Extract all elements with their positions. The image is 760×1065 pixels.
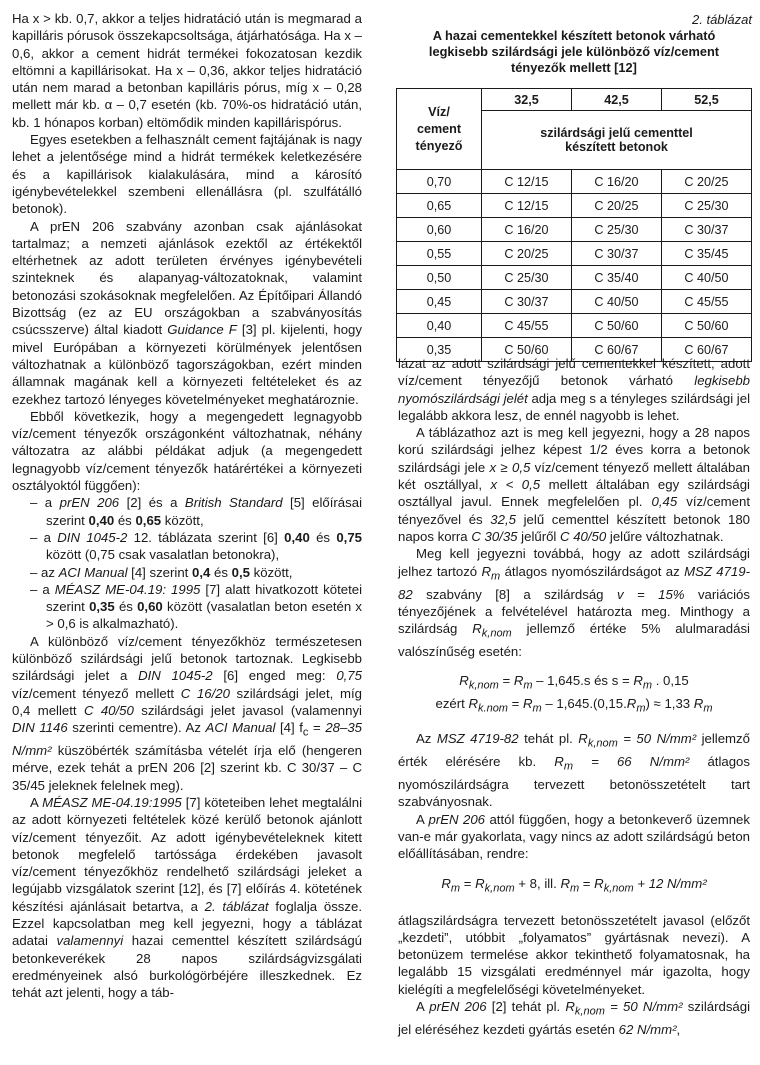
table-row: 0,45 C 30/37 C 40/50 C 45/55 (397, 290, 752, 314)
paragraph-pren206-example: A prEN 206 [2] tehát pl. $R_{k,nom} = 50$ N/mm² szilárdsági jel eléréséhez kezdeti gyártás esetén 62 N/mm², (398, 998, 751, 1037)
table-header-row (397, 89, 752, 111)
guidance-f-ref: Guidance F (167, 322, 237, 338)
cement-class-header: 32,5 (482, 89, 572, 111)
paragraph-table-continuation: lázat az adott szilárdsági jelű cementekkel készített, adott víz/cement tényezőjű betonok várható legkisebb nyomószilárdsági jelét adja meg s a tényleges szilárdsági jel legalább akkora lesz, de ennél nagyobb is lehet. (398, 356, 750, 423)
paragraph-measz: A MÉASZ ME-04.19:1995 [7] köteteiben lehet megtalálni az adott környezeti feltételek közé kerülő betonok ajánlott víz/cement tényezőit. Az adott igénybevételeknek kitett betonok megfelelő tartóssága érdekében javasolt víz/cement tényezőkhöz rendelhető szilárdsági jeleket a legújabb vizsgálatok szerint [12], és [7] előírás 4. kötetének készítési ajánlásait betartva, a 2. táblázat foglalja össze. Ezzel kapcsolatban meg kell jegyezni, hogy a táblázat adatai valamennyi hazai cementtel készített szilárdságú betonkeverékek 28 napos szilárdságvizsgálati eredményeinek alsó burkológörbéjére illeszkednek. Ez tehát azt jelenti, hogy a táb- (12, 795, 362, 1001)
right-text-column (398, 355, 750, 1038)
paragraph-msz: Meg kell jegyezni továbbá, hogy az adott szilárdsági jelhez tartozó $R_m$ átlagos nyomószilárdságot az MSZ 4719-82 szabvány [8] a szilárdság v = 15% variációs tényezőjének a felvételével határozta meg. Minthogy a szilárdság $R_{k,nom}$ jellemző értéke 5% alulmaradási valószínűség esetén: (398, 546, 750, 660)
paragraph-msz-example: Az MSZ 4719-82 tehát pl. $R_{k,nom} = 50$ N/mm² jellemző érték elérésére kb. $R_m = 66$ N/mm² átlagos nyomószilárdságra tervezett betonösszetételt tart szabványosnak. (398, 731, 750, 810)
paragraph-pren206-plant: A prEN 206 attól függően, hogy a betonkeverő üzemnek van-e már gyakorlata, vagy nincs az adott szilárdságú beton előállításában, rendre: (398, 811, 750, 862)
table-row: 0,55 C 20/25 C 30/37 C 35/45 (397, 242, 752, 266)
formula-line: $R_{k,nom} = R_m - 1,645.s$ és $s = R_m$ . 0,15 (459, 673, 689, 692)
table-row: 0,60 C 16/20 C 25/30 C 30/37 (397, 218, 752, 242)
table-subheader: szilárdsági jelű cementtel készített betonok (482, 111, 752, 170)
cement-class-header: 52,5 (661, 89, 751, 111)
paragraph-consequence: Ebből következik, hogy a megengedett legnagyobb víz/cement tényezők országonként változhatnak, néhány változatra az alábbi példákat adjuk (a megengedett legnagyobb víz/cement tényezők határértékei a környezeti osztályoktól függően): (12, 408, 362, 494)
paragraph-hydration: Ha x > kb. 0,7, akkor a teljes hidratáció után is megmarad a kapilláris pórusok összekapcsoltsága, átjárhatósága. Ha x – 0,6, akkor a cement hidrát termékei fokozatosan kezdik eltömni a kapillárisokat. Ha x – 0,36, akkor teljes hidratáció után nem marad a betonban kapilláris pórus, míg x – 0,28 mellett már kb. α – 0,7 esetén (kb. 70%-os hidratáció után, kb. 1 hónapos korban) eltömődik minden kapillárispórus. (12, 11, 362, 130)
list-item: – a MÉASZ ME-04.19: 1995 [7] alatt hivatkozott kötetei szerint 0,35 és 0,60 között (vasalatlan beton esetén x > 0,6 is alkalmazható). (30, 581, 363, 632)
wc-ratio-header: Víz/ cement tényező (397, 89, 482, 170)
left-text-column (12, 10, 362, 1002)
list-item: – az ACI Manual [4] szerint 0,4 és 0,5 között, (30, 564, 293, 580)
table-row: 0,70 C 12/15 C 16/20 C 20/25 (397, 170, 752, 194)
paragraph-cement-type: Egyes esetekben a felhasznált cement fajtájának is nagy lehet a jelentősége mind a hidrát termékek keletkezésére és a kapillárisok kialakulására, mind a károsító igénybevételekkel szembeni ellenállásra (pl. szulfátálló betonok). (12, 132, 362, 217)
table-number: 2. táblázat (692, 12, 752, 27)
paragraph-half-year: A táblázathoz azt is meg kell jegyezni, hogy a 28 napos korú szilárdsági jelhez képest 1/2 éves korra a betonok szilárdsági jele x ≥ 0,5 víz/cement tényező mellett általában két osztállyal, x < 0,5 mellett általában egy szilárdsági osztállyal javul. Ennek megfelelően pl. 0,45 víz/cement tényezővel és 32,5 jelű cementtel készített betonok 180 napos korra C 30/35 jelűről C 40/50 jelűre változhatnak. (398, 425, 750, 544)
table-title: A hazai cementekkel készített betonok várható legkisebb szilárdsági jele különböző víz/cement tényezők mellett [12] (428, 28, 720, 75)
paragraph-strength-classes: A különböző víz/cement tényezőkhöz természetesen különböző szilárdsági jelű betonok tartoznak. Legkisebb szilárdsági jelet a DIN 1045-2 [6] enged meg: 0,75 víz/cement tényező mellett C 16/20 szilárdsági jelet, míg 0,4 mellett C 40/50 szilárdsági jelet javasol (valamennyi DIN 1146 szerinti cementre). Az ACI Manual [4] $f_c = 28-35$ N/mm² küszöbérték számításba vételét írja elő (hengeren mérve, ezek tehát a prEN 206 [2] szerint kb. C 30/37 – C 35/45 jeleknek felelnek meg). (12, 633, 362, 793)
formula-block-1 (398, 672, 750, 718)
text-run: A prEN 206 szabvány azonban csak ajánlásokat tartalmaz; a nemzeti ajánlások ezektől az értékektől eltérhetnek az adott területen érvényes igénybevételi szinteknek és alapanyag-változatoknak, valamint betonozási szokásoknak megfelelően. Az Építőipari Állandó Bizottság (ez az EU országokban a szabványosítás csúcsszerve) által kiadott (12, 218, 362, 338)
paragraph-pren206 (12, 218, 362, 408)
table-row: 0,40 C 45/55 C 50/60 C 50/60 (397, 314, 752, 338)
list-item: – a DIN 1045-2 12. táblázata szerint [6] 0,40 és 0,75 között (0,75 csak vasalatlan betonokra), (30, 529, 362, 563)
paragraph-production: átlagszilárdságra tervezett betonösszetételt javasol (előzőt „kezdeti”, utóbbit „folyamatos” gyártásnak nevezi). A betonüzem termelése akkor tekinthető folyamatosnak, ha legalább 15 vizsgálati eredménnyel már igazolta, hogy kielégíti a megfelelőségi követelményeket. (398, 912, 750, 997)
table-row: 0,65 C 12/15 C 20/25 C 25/30 (397, 194, 752, 218)
list-item: – a prEN 206 [2] és a British Standard [5] előírásai szerint 0,40 és 0,65 között, (30, 495, 363, 528)
wc-limits-list (12, 494, 362, 632)
formula-block-2: $R_m = R_{k,nom} + 8$, ill. $R_m = R_{k,nom} + 12$ N/mm² (441, 875, 707, 895)
table-2-block (396, 12, 752, 362)
strength-table (396, 88, 752, 362)
table-row: 0,50 C 25/30 C 35/40 C 40/50 (397, 266, 752, 290)
text-run: [3] pl. kijelenti, hogy mivel Európában a környezeti körülmények jelentősen változhatnak a különböző tagországokban, ezért minden államnak magának kell a környezeti feltételeket és az ezekhez tartozó lényeges követelményeket meghatároznie. (12, 322, 362, 407)
formula-line: ezért $R_{k.nom} = R_m - 1,645.(0,15.R_m) \approx 1,33$ $R_m$ (435, 696, 713, 715)
cement-class-header: 42,5 (571, 89, 661, 111)
table-row: 0,35 C 50/60 C 60/67 C 60/67 (397, 338, 752, 362)
